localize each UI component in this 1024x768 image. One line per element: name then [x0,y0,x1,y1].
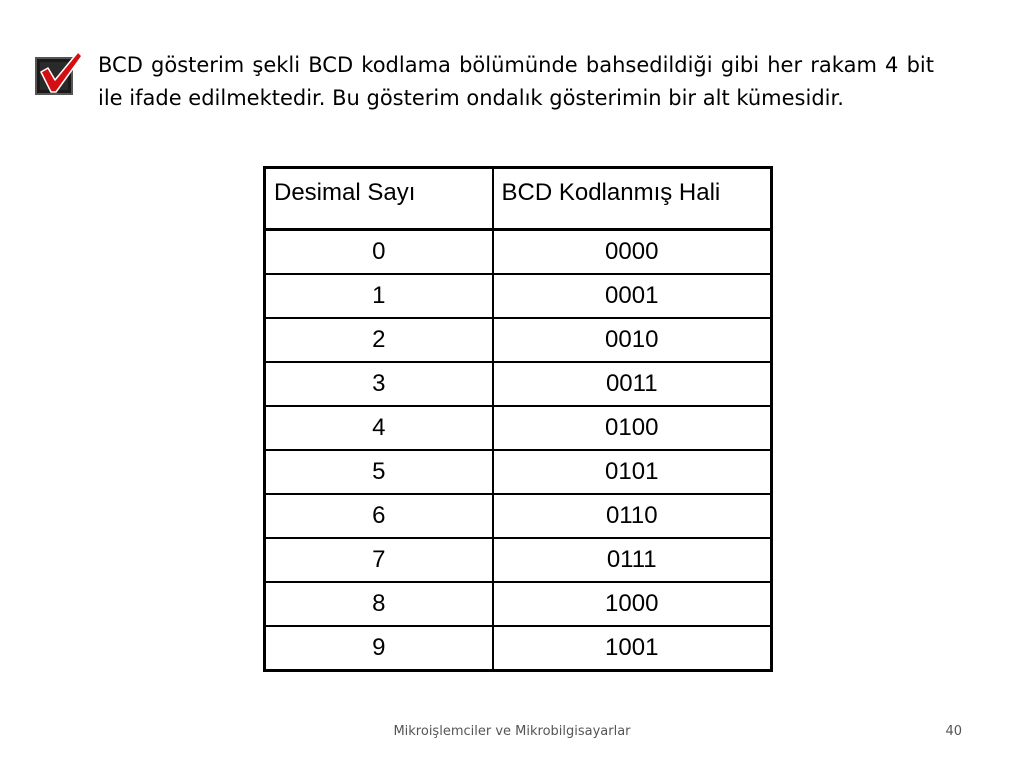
decimal-cell: 3 [265,362,493,406]
bcd-cell: 1000 [493,582,772,626]
header-decimal: Desimal Sayı [265,168,493,230]
bcd-cell: 0011 [493,362,772,406]
bcd-cell: 1001 [493,626,772,671]
table-row [265,450,772,494]
decimal-cell: 1 [265,274,493,318]
table-row [265,318,772,362]
bcd-cell: 0100 [493,406,772,450]
decimal-cell: 2 [265,318,493,362]
table-row [265,274,772,318]
bcd-cell: 0101 [493,450,772,494]
bcd-table [263,166,773,672]
intro-paragraph: BCD gösterim şekli BCD kodlama bölümünde bahsedildiği gibi her rakam 4 bit ile ifade edilmektedir. Bu gösterim ondalık gösterimin bir alt kümesidir. [98,53,934,110]
table-row [265,230,772,275]
table-header-row [265,168,772,230]
bcd-cell: 0010 [493,318,772,362]
decimal-cell: 5 [265,450,493,494]
decimal-cell: 4 [265,406,493,450]
decimal-cell: 8 [265,582,493,626]
decimal-cell: 7 [265,538,493,582]
table-row [265,362,772,406]
header-bcd: BCD Kodlanmış Hali [493,168,772,230]
table-row [265,538,772,582]
bcd-cell: 0000 [493,230,772,275]
table-row [265,582,772,626]
decimal-cell: 9 [265,626,493,671]
decimal-cell: 0 [265,230,493,275]
bcd-cell: 0001 [493,274,772,318]
page-number: 40 [945,724,962,739]
table-row [265,406,772,450]
bcd-cell: 0111 [493,538,772,582]
checkmark-icon [34,50,84,98]
footer-course-title: Mikroişlemciler ve Mikrobilgisayarlar [393,724,631,739]
table-row [265,494,772,538]
bcd-cell: 0110 [493,494,772,538]
table-row [265,626,772,671]
decimal-cell: 6 [265,494,493,538]
